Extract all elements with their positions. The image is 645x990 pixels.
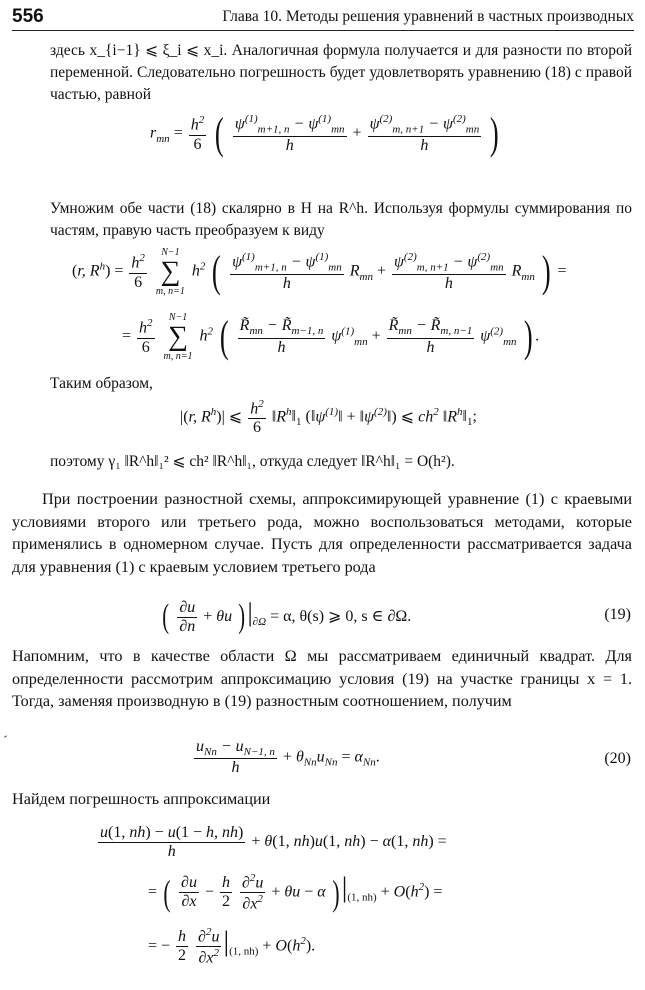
page-header	[12, 6, 634, 31]
paragraph-approximation-error: Найдем погрешность аппроксимации	[12, 790, 271, 808]
paragraph-unit-square: Напомним, что в качестве области Ω мы рассматриваем единичный квадрат. Для определенности рассмотрим аппроксимацию условия (19) на участке границы x = 1. Тогда, заменяя производную в (19) разностным соотношением, получим	[12, 647, 632, 710]
paragraph-error-estimate: здесь x_{i−1} ⩽ ξ_i ⩽ x_i. Аналогичная формула получается и для разности по второй переменной. Следовательно погрешность будет удовлетворять уравнению (18) с правой частью, равной	[50, 42, 632, 103]
paragraph-thus: Таким образом,	[50, 375, 153, 392]
paragraph-therefore: поэтому γ₁ ‖R^h‖₁² ⩽ ch² ‖R^h‖₁, откуда следует ‖R^h‖₁ = O(h²).	[50, 453, 455, 470]
paragraph-boundary-conditions: При построении разностной схемы, аппроксимирующей уравнение (1) с краевыми условиями второго или третьего рода, можно воспользоваться методами, которые применялись в одномерном случае. Пусть для определенности рассматривается задача для уравнения (1) с краевым условием третьего рода	[12, 490, 632, 576]
equation-20: $\frac{u_{Nn} - u_{N-1, n}}{h}$ + $\theta_{Nn}u_{Nn} = \alpha_{Nn}$.	[196, 738, 380, 777]
page-number: 556	[12, 6, 44, 27]
formula-error-line-3: = − $\frac{h}{2}$ $\frac{\partial^2u}{\partial x^2}$ $|_{(1, nh)} + O(h^2)$.	[148, 926, 316, 967]
formula-summation-line-2: = $\frac{h^2}{6}$ N−1 ∑ m, n=1 $h^2$ ( $\frac{R̃_{mn} - R̃_{m-1, n}}{h}$ $\psi^{(1)}_{mn}$ + $\frac{R̃_{mn} - R̃_{m, n-1}}{h}$ $\psi^{(2)}_{mn}$ ) .	[122, 312, 540, 362]
equation-19: ( $\frac{\partial u}{\partial n}$ + θu )$|_{\partial\Omega} = \alpha$, θ(s) ⩾ 0, s ∈ ∂Ω.	[162, 598, 412, 636]
formula-r-mn: $r_{mn}$ = $\frac{h^2}{6}$ ( $\frac{\psi^{(1)}_{m+1, n} - \psi^{(1)}_{mn}}{h}$ + $\frac{\psi^{(2)}_{m, n+1} - \psi^{(2)}_{mn}}{h}$ )	[150, 109, 499, 158]
margin-mark	[4, 735, 7, 737]
formula-error-line-2: = ( $\frac{\partial u}{\partial x}$ − $\frac{h}{2}$ $\frac{\partial^2u}{\partial x^2}$ + θu − α )$|_{(1, nh)} + O(h^2)$ =	[148, 872, 443, 913]
equation-number-20: (20)	[604, 750, 631, 767]
running-title: Глава 10. Методы решения уравнений в частных производных	[222, 8, 634, 25]
equation-19-tail: = α, θ(s) ⩾ 0, s ∈ ∂Ω.	[270, 608, 412, 625]
formula-inequality: |(r, $R^h)|$ ⩽ $\frac{h^2}{6}$ $‖R^h‖_1$ ($‖\psi^{(1)}‖$ + $‖\psi^{(2)}‖$) ⩽ $ch^2$ $‖R^h‖_1$;	[180, 398, 477, 437]
paragraph-scalar-multiplication: Умножим обе части (18) скалярно в H на R^h. Используя формулы суммирования по частям, правую часть преобразуем к виду	[50, 200, 632, 239]
formula-summation-line-1: (r, $R^h$) = $\frac{h^2}{6}$ N−1 ∑ m, n=1 $h^2$ ( $\frac{\psi^{(1)}_{m+1, n} - \psi^{(1)}_{mn}}{h}$ $R_{mn}$ + $\frac{\psi^{(2)}_{m, n+1} - \psi^{(2)}_{mn}}{h}$ $R_{mn}$ ) =	[72, 247, 567, 297]
formula-error-line-1: $\frac{u(1, nh) - u(1 - h, nh)}{h}$ + θ(1, nh)u(1, nh) − α(1, nh) =	[100, 824, 447, 860]
equation-number-19: (19)	[604, 606, 631, 623]
